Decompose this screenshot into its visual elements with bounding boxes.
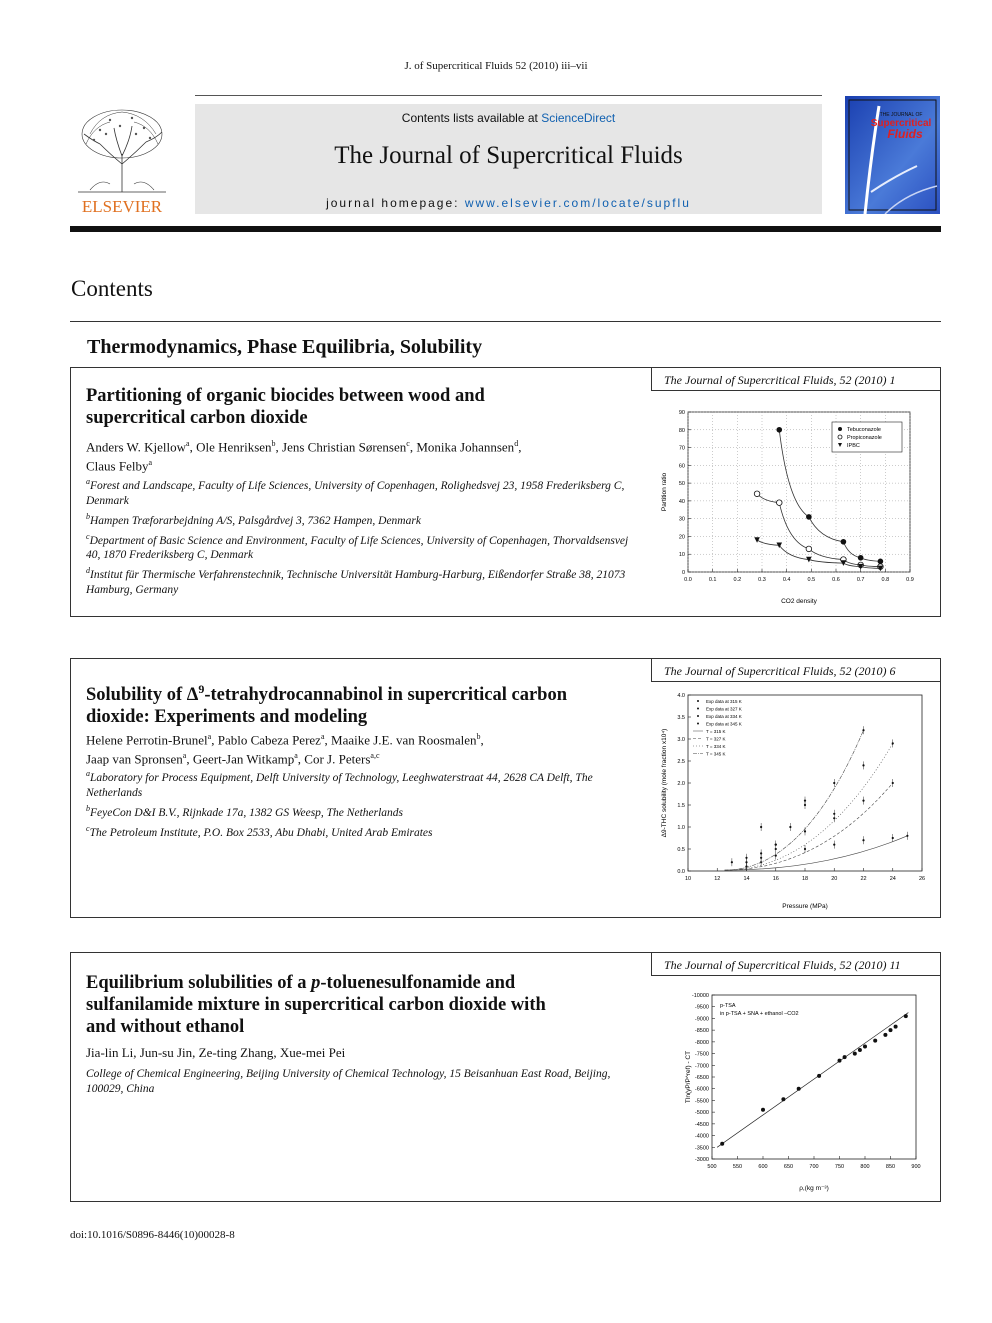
x-tick-label: 12 <box>714 876 721 882</box>
x-tick-label: 0.8 <box>881 577 890 583</box>
y-tick-label: -5000 <box>694 1110 709 1117</box>
data-point <box>889 1028 893 1032</box>
affiliation: $^c$The Petroleum Institute, P.O. Box 2533, Abu Dhabi, United Arab Emirates <box>86 823 433 839</box>
data-point <box>843 1055 847 1059</box>
homepage-link[interactable]: www.elsevier.com/locate/supflu <box>464 196 691 210</box>
elsevier-logo <box>70 104 174 216</box>
cover-line1: THE JOURNAL OF <box>879 112 923 118</box>
y-tick-label: -8000 <box>694 1039 709 1046</box>
journal-homepage <box>195 196 822 210</box>
data-point <box>775 855 777 857</box>
x-tick-label: 500 <box>707 1164 717 1170</box>
article-title-line: Partitioning of organic biocides between wood and <box>86 386 485 406</box>
legend-label: Exp data at 345 K <box>706 721 742 727</box>
y-tick-label: 2.5 <box>677 759 685 765</box>
y-tick-label: 90 <box>678 410 685 416</box>
y-tick-label: -4500 <box>694 1121 709 1128</box>
data-point <box>697 700 699 702</box>
x-tick-label: 550 <box>732 1164 743 1170</box>
x-tick-label: 900 <box>911 1164 921 1170</box>
x-tick-label: 20 <box>831 876 838 882</box>
title-sup: 9 <box>198 682 205 696</box>
cover-line3: Fluids <box>887 127 923 141</box>
data-point <box>862 764 864 766</box>
x-tick-label: 0.1 <box>708 577 717 583</box>
x-tick-label: 600 <box>758 1164 768 1170</box>
author-name: Cor J. Peters <box>304 751 371 767</box>
x-tick-label: 750 <box>834 1164 845 1170</box>
data-point <box>697 708 699 710</box>
article-title-part: Solubility of <box>86 685 187 706</box>
contents-rule <box>70 321 941 322</box>
data-point <box>745 857 747 859</box>
data-point <box>697 715 699 717</box>
doi: doi:10.1016/S0896-8446(10)00028-8 <box>70 1229 235 1241</box>
x-tick-label: 0.7 <box>856 577 865 583</box>
author-name: Maaike J.E. van Roosmalen <box>331 732 477 748</box>
y-tick-label: 2.0 <box>677 781 685 787</box>
article-title-italic: p <box>311 973 321 993</box>
article-title[interactable] <box>86 678 634 728</box>
y-tick-label: -6500 <box>694 1075 709 1081</box>
journal-title: The Journal of Supercritical Fluids <box>334 142 683 169</box>
author-sup: b <box>476 732 481 741</box>
affiliation: $^d$Institut für Thermische Verfahrenstechnik, Technische Universität Hamburg-Harburg, Eißendorfer Straße 38, 21073 Hamburg, Germany <box>86 566 626 597</box>
affiliation: College of Chemical Engineering, Beijing University of Chemical Technology, 15 Beisanhuan East Road, Beijing, 100029, China <box>86 1068 611 1095</box>
affiliation: $^c$Department of Basic Science and Environment, Faculty of Life Sciences, University of Copenhagen, Thorvaldsensvej 40, 1870 Frederiksberg C, Denmark <box>86 531 629 562</box>
author-sup: a <box>207 732 212 741</box>
article-citation[interactable]: The Journal of Supercritical Fluids, 52 (2010) 11 <box>651 952 941 976</box>
author-sup: c <box>406 439 410 448</box>
contents-prefix: Contents lists available at <box>401 111 542 125</box>
data-point <box>760 852 762 854</box>
elsevier-wordmark: ELSEVIER <box>81 197 163 216</box>
x-tick-label: 0.5 <box>807 577 816 583</box>
y-tick-label: -5500 <box>694 1098 709 1105</box>
y-tick-label: -9000 <box>694 1016 709 1023</box>
journal-cover <box>845 96 940 214</box>
journal-cover-image <box>845 96 940 214</box>
y-tick-label: 20 <box>678 534 685 541</box>
y-tick-label: 10 <box>678 552 685 559</box>
article-card-3[interactable] <box>70 952 941 1202</box>
data-point <box>853 1052 857 1056</box>
data-point <box>833 844 835 846</box>
data-point <box>838 435 842 439</box>
x-tick-label: 0.3 <box>758 577 766 583</box>
author-name: Anders W. Kjellow <box>86 439 187 455</box>
article-title[interactable] <box>86 972 634 1038</box>
data-point <box>804 830 806 832</box>
x-tick-label: 24 <box>889 876 896 882</box>
x-tick-label: 14 <box>743 876 750 882</box>
elsevier-tree-icon <box>70 104 174 216</box>
data-point <box>892 742 894 744</box>
x-tick-label: 850 <box>885 1164 896 1170</box>
x-tick-label: 700 <box>809 1164 819 1170</box>
article-title-part: Equilibrium solubilities of a <box>86 973 312 993</box>
author-name: Jaap van Spronsen <box>86 751 183 767</box>
x-tick-label: 0.9 <box>906 577 914 583</box>
article-authors: Helene Perrotin-Brunel$^a$, Pablo Cabeza Perez$^a$, Maaike J.E. van Roosmalen$^b$, Jaap van Spronsen$^a$, Geert-Jan Witkamp$^a$, Cor J. Peters$^{a,c}$ <box>86 732 484 767</box>
homepage-prefix: journal homepage: <box>326 196 465 210</box>
article-title-part: -toluenesulfonamide and <box>320 973 516 993</box>
data-point <box>894 1025 898 1029</box>
masthead-thick-rule <box>70 226 941 232</box>
y-tick-label: 0 <box>681 570 685 576</box>
x-tick-label: 0.6 <box>832 577 840 583</box>
data-point <box>806 514 812 520</box>
legend-label: IPBC <box>847 443 860 449</box>
data-point <box>697 723 699 725</box>
legend-label: T = 334 K <box>706 744 726 749</box>
article-title-line: sulfanilamide mixture in supercritical carbon dioxide with <box>86 995 546 1015</box>
data-point <box>858 1048 862 1052</box>
data-point <box>797 1087 801 1091</box>
legend-label: in p-TSA + SNA + ethanol –CO2 <box>720 1011 799 1017</box>
article-title[interactable] <box>86 385 634 429</box>
delta-symbol: Δ <box>186 685 199 706</box>
legend-label: p-TSA <box>720 1003 736 1009</box>
y-tick-label: 3.5 <box>677 715 685 721</box>
data-point <box>731 861 733 863</box>
data-point <box>776 427 782 433</box>
y-tick-label: -7000 <box>694 1063 709 1070</box>
data-point <box>863 1045 867 1049</box>
affiliation: $^b$Hampen Træforarbejdning A/S, Palsgårdvej 3, 7362 Hampen, Denmark <box>86 511 421 527</box>
x-axis-label: CO2 density <box>781 598 817 605</box>
article-affiliations <box>86 474 634 598</box>
sciencedirect-link[interactable]: ScienceDirect <box>541 111 616 125</box>
data-point <box>873 1039 877 1043</box>
masthead-rule <box>195 95 822 96</box>
author-sup: a <box>320 732 325 741</box>
data-point <box>906 835 908 837</box>
author-name: Helene Perrotin-Brunel <box>86 732 208 748</box>
article-title-line: supercritical carbon dioxide <box>86 408 308 428</box>
affiliation: $^a$Forest and Landscape, Faculty of Life Sciences, University of Copenhagen, Rolighedsvej 23, 1958 Frederiksberg C, Denmark <box>86 477 625 507</box>
contents-available <box>195 111 822 125</box>
data-point <box>892 782 894 784</box>
data-point <box>862 729 864 731</box>
data-point <box>781 1097 785 1101</box>
data-point <box>789 826 791 828</box>
graphical-abstract-chart-3 <box>656 983 936 1193</box>
y-tick-label: -4000 <box>694 1133 709 1140</box>
y-tick-label: 30 <box>678 516 685 523</box>
data-point <box>776 500 782 506</box>
x-tick-label: 16 <box>772 876 779 882</box>
article-authors: Anders W. Kjellow$^a$, Ole Henriksen$^b$, Jens Christian Sørensen$^c$, Monika Johannsen$^d$, Claus Felby$^a$ <box>86 439 522 474</box>
legend-label: T = 345 K <box>706 751 726 757</box>
data-point <box>833 782 835 784</box>
y-tick-label: 1.0 <box>677 825 685 831</box>
y-tick-label: 50 <box>678 481 685 488</box>
legend-label: Tebuconazole <box>847 427 881 433</box>
legend-label: Propiconazole <box>847 435 882 441</box>
data-point <box>904 1014 908 1018</box>
data-point <box>878 559 884 565</box>
y-tick-label: 40 <box>678 498 685 505</box>
legend-label: Exp data at 315 K <box>706 699 742 704</box>
data-point <box>838 427 842 431</box>
graphical-abstract-chart-2 <box>646 689 936 911</box>
data-point <box>862 839 864 841</box>
cover-line2: Supercritical <box>870 118 932 129</box>
legend-label: T = 315 K <box>706 729 726 734</box>
x-tick-label: 650 <box>783 1164 794 1170</box>
x-tick-label: 0.2 <box>733 577 742 583</box>
article-title-part: -tetrahydrocannabinol in supercritical carbon <box>204 685 567 706</box>
x-axis-label: Pressure (MPa) <box>782 903 828 910</box>
data-point <box>833 813 835 815</box>
x-tick-label: 22 <box>860 876 867 882</box>
data-point <box>775 844 777 846</box>
legend-label: Exp data at 327 K <box>706 706 742 712</box>
y-tick-label: 70 <box>678 445 685 452</box>
y-axis-label: Tln(yP/P^ref) - CT <box>685 1050 692 1104</box>
data-point <box>862 800 864 802</box>
y-axis-label: Partition ratio <box>661 472 668 512</box>
data-point <box>858 555 864 561</box>
y-tick-label: 0.5 <box>677 847 685 853</box>
y-tick-label: -6000 <box>694 1086 709 1093</box>
data-point <box>754 491 760 497</box>
x-tick-label: 800 <box>860 1164 870 1170</box>
author-sup: a <box>182 751 187 761</box>
author-name: Monika Johannsen <box>416 439 515 455</box>
author-name: Pablo Cabeza Perez <box>217 732 321 748</box>
author-name: Claus Felby <box>86 458 149 474</box>
data-point <box>817 1074 821 1078</box>
article-affiliations <box>86 766 634 840</box>
graphical-abstract-chart-1 <box>646 400 936 606</box>
article-citation[interactable]: The Journal of Supercritical Fluids, 52 (2010) 1 <box>651 367 941 391</box>
running-head: J. of Supercritical Fluids 52 (2010) iii–vii <box>404 60 588 72</box>
y-axis-label: Δ9-THC solubility (mole fraction x10⁴) <box>661 728 668 838</box>
x-tick-label: 18 <box>801 876 809 882</box>
plot-frame <box>712 995 916 1159</box>
article-card-1[interactable] <box>70 367 941 617</box>
contents-heading: Contents <box>71 276 153 301</box>
data-point <box>720 1142 724 1146</box>
data-point <box>883 1033 887 1037</box>
y-tick-label: -9500 <box>694 1004 709 1011</box>
data-point <box>806 546 812 552</box>
y-tick-label: -7500 <box>694 1051 709 1058</box>
data-point <box>804 848 806 850</box>
article-title-line: dioxide: Experiments and modeling <box>86 707 368 728</box>
data-point <box>841 539 847 545</box>
y-tick-label: 4.0 <box>677 693 685 699</box>
legend-label: Exp data at 334 K <box>706 714 742 719</box>
y-tick-label: -3000 <box>694 1157 709 1163</box>
data-point <box>761 1108 765 1112</box>
data-point <box>804 804 806 806</box>
y-tick-label: -10000 <box>691 993 709 999</box>
x-tick-label: 26 <box>918 876 926 882</box>
article-citation[interactable]: The Journal of Supercritical Fluids, 52 (2010) 6 <box>651 658 941 682</box>
x-tick-label: 10 <box>684 876 692 882</box>
article-authors: Jia-lin Li, Jun-su Jin, Ze-ting Zhang, Xue-mei Pei <box>86 1045 346 1060</box>
author-sup: a,c <box>370 751 380 761</box>
affiliation: $^b$FeyeCon D&I B.V., Rijnkade 17a, 1382 GS Weesp, The Netherlands <box>86 803 404 819</box>
author-sup: d <box>514 439 519 448</box>
affiliation: $^a$Laboratory for Process Equipment, Delft University of Technology, Leeghwaterstraat 44, 2628 CA Delft, The Netherlands <box>86 769 593 799</box>
article-card-2[interactable] <box>70 658 941 918</box>
article-title-line: and without ethanol <box>86 1017 245 1037</box>
article-affiliations <box>86 1067 634 1097</box>
masthead <box>195 104 822 214</box>
data-point <box>760 826 762 828</box>
y-tick-label: -3500 <box>694 1145 709 1152</box>
author-sup: a <box>148 458 153 468</box>
y-tick-label: -8500 <box>694 1028 709 1035</box>
y-tick-label: 3.0 <box>677 737 685 743</box>
x-axis-label: ρ,(kg m⁻³) <box>799 1185 829 1192</box>
author-sup: b <box>271 439 276 448</box>
author-name: Ole Henriksen <box>196 439 272 455</box>
y-tick-label: 60 <box>678 463 685 470</box>
data-point <box>892 837 894 839</box>
x-tick-label: 0.0 <box>684 577 692 583</box>
x-tick-label: 0.4 <box>782 577 791 583</box>
data-point <box>838 1059 842 1063</box>
author-sup: a <box>186 439 190 448</box>
y-tick-label: 80 <box>678 427 685 434</box>
y-tick-label: 1.5 <box>677 803 685 809</box>
author-name: Jens Christian Sørensen <box>282 439 407 455</box>
legend-label: T = 327 K <box>706 736 726 742</box>
author-sup: a <box>294 751 298 761</box>
author-name: Geert-Jan Witkamp <box>192 751 295 767</box>
section-title: Thermodynamics, Phase Equilibria, Solubility <box>87 336 483 358</box>
y-tick-label: 0.0 <box>677 869 685 875</box>
